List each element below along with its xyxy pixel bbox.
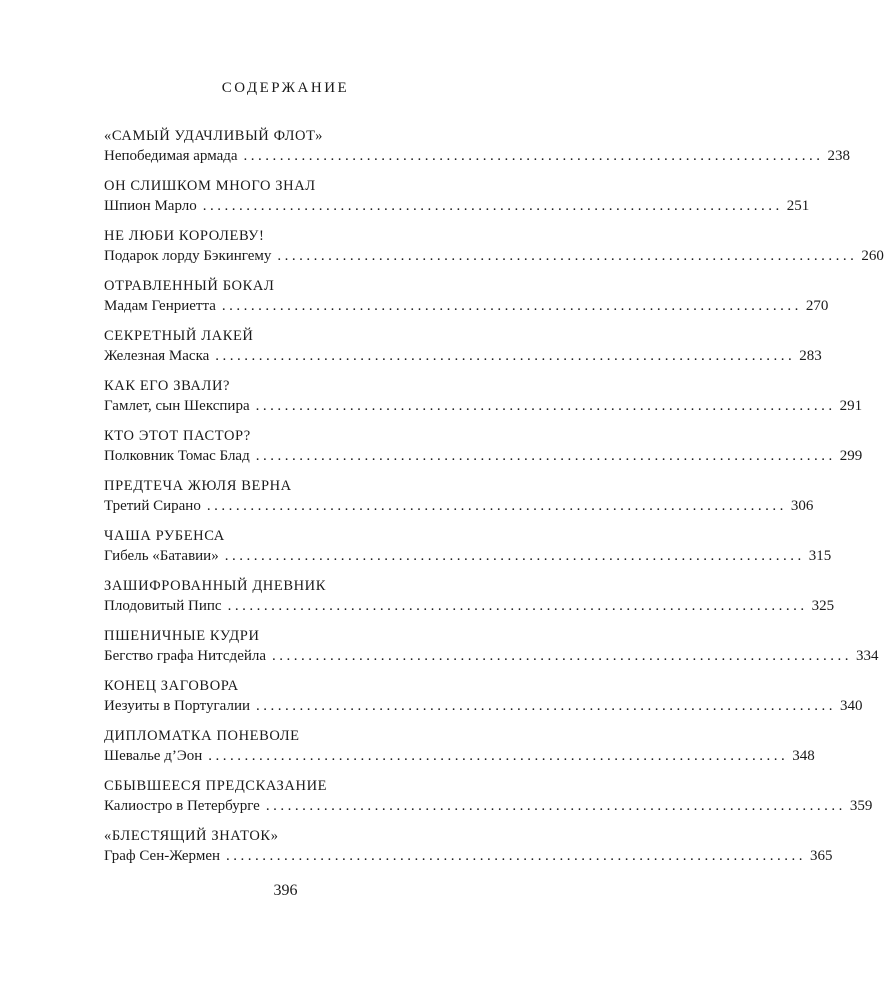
toc-page-number: 325 (811, 598, 835, 614)
toc-subtitle-line (104, 446, 863, 467)
toc-page-number: 260 (861, 248, 884, 264)
toc-entry (104, 226, 884, 276)
toc-entry (104, 826, 833, 876)
toc-subtitle-line (104, 246, 884, 267)
table-of-contents (104, 126, 884, 876)
toc-subtitle: Третий Сирано (104, 498, 201, 514)
toc-subtitle-line (104, 546, 832, 567)
toc-subtitle: Мадам Генриетта (104, 298, 216, 314)
dot-leader: ................................................................................ (227, 598, 808, 614)
toc-subtitle: Шпион Марло (104, 198, 197, 214)
toc-chapter-heading: ЧАША РУБЕНСА (104, 528, 225, 544)
dot-leader: ................................................................................ (272, 648, 853, 664)
toc-subtitle-line (104, 846, 833, 867)
toc-entry (104, 376, 863, 426)
toc-entry (104, 476, 814, 526)
toc-chapter-heading: СЕКРЕТНЫЙ ЛАКЕЙ (104, 328, 254, 344)
toc-page-number: 315 (808, 548, 832, 564)
dot-leader: ................................................................................ (206, 498, 787, 514)
dot-leader: ................................................................................ (255, 448, 836, 464)
toc-subtitle: Бегство графа Нитсдейла (104, 648, 267, 664)
toc-page-number: 334 (856, 648, 879, 664)
toc-subtitle: Непобедимая армада (104, 148, 238, 164)
toc-page-number: 365 (810, 848, 833, 864)
dot-leader: ................................................................................ (208, 748, 789, 764)
toc-page-number: 270 (805, 298, 829, 314)
toc-chapter-heading: ОТРАВЛЕННЫЙ БОКАЛ (104, 278, 275, 294)
toc-entry (104, 676, 863, 726)
dot-leader: ................................................................................ (265, 798, 846, 814)
toc-chapter-heading: ДИПЛОМАТКА ПОНЕВОЛЕ (104, 728, 300, 744)
page-number: 396 (273, 882, 298, 899)
toc-chapter-heading: КТО ЭТОТ ПАСТОР? (104, 428, 251, 444)
toc-page-number: 299 (839, 448, 863, 464)
toc-page-number: 291 (839, 398, 863, 414)
toc-entry (104, 176, 810, 226)
toc-entry (104, 626, 879, 676)
dot-leader: ................................................................................ (202, 198, 783, 214)
toc-page-number: 306 (790, 498, 814, 514)
toc-subtitle-line (104, 596, 835, 617)
dot-leader: ................................................................................ (224, 548, 805, 564)
dot-leader: ................................................................................ (277, 248, 858, 264)
toc-subtitle-line (104, 346, 822, 367)
toc-entry (104, 426, 863, 476)
toc-subtitle: Граф Сен-Жермен (104, 848, 221, 864)
toc-subtitle-line (104, 396, 863, 417)
toc-subtitle-line (104, 796, 873, 817)
dot-leader: ................................................................................ (243, 148, 824, 164)
toc-page-number: 283 (799, 348, 822, 364)
toc-entry (104, 726, 815, 776)
dot-leader: ................................................................................ (256, 698, 837, 714)
toc-entry (104, 126, 851, 176)
toc-page-number: 238 (827, 148, 851, 164)
toc-chapter-heading: СБЫВШЕЕСЯ ПРЕДСКАЗАНИЕ (104, 778, 328, 794)
toc-subtitle-line (104, 496, 814, 517)
toc-subtitle: Шевалье д’Эон (104, 748, 203, 764)
toc-entry (104, 326, 822, 376)
toc-subtitle-line (104, 696, 863, 717)
toc-subtitle: Гамлет, сын Шекспира (104, 398, 250, 414)
toc-entry (104, 576, 835, 626)
toc-subtitle: Полковник Томас Блад (104, 448, 250, 464)
toc-chapter-heading: «САМЫЙ УДАЧЛИВЫЙ ФЛОТ» (104, 128, 324, 144)
toc-chapter-heading: «БЛЕСТЯЩИЙ ЗНАТОК» (104, 828, 279, 844)
toc-page-number: 348 (792, 748, 815, 764)
toc-chapter-heading: НЕ ЛЮБИ КОРОЛЕВУ! (104, 228, 265, 244)
dot-leader: ................................................................................ (221, 298, 802, 314)
toc-subtitle: Гибель «Батавии» (104, 548, 219, 564)
toc-entry (104, 526, 832, 576)
page-title: СОДЕРЖАНИЕ (221, 80, 350, 96)
toc-subtitle-line (104, 146, 851, 167)
toc-chapter-heading: ПРЕДТЕЧА ЖЮЛЯ ВЕРНА (104, 478, 292, 494)
toc-entry (104, 276, 829, 326)
toc-subtitle-line (104, 746, 815, 767)
toc-subtitle: Калиостро в Петербурге (104, 798, 260, 814)
toc-subtitle: Плодовитый Пипс (104, 598, 222, 614)
toc-subtitle: Иезуиты в Португалии (104, 698, 251, 714)
toc-page-number: 251 (786, 198, 810, 214)
toc-page-number: 359 (849, 798, 873, 814)
toc-chapter-heading: ОН СЛИШКОМ МНОГО ЗНАЛ (104, 178, 316, 194)
toc-subtitle: Подарок лорду Бэкингему (104, 248, 272, 264)
dot-leader: ................................................................................ (215, 348, 796, 364)
toc-chapter-heading: ПШЕНИЧНЫЕ КУДРИ (104, 628, 260, 644)
dot-leader: ................................................................................ (226, 848, 807, 864)
dot-leader: ................................................................................ (255, 398, 836, 414)
toc-subtitle: Железная Маска (104, 348, 210, 364)
toc-chapter-heading: КАК ЕГО ЗВАЛИ? (104, 378, 231, 394)
toc-subtitle-line (104, 296, 829, 317)
toc-subtitle-line (104, 196, 810, 217)
toc-chapter-heading: КОНЕЦ ЗАГОВОРА (104, 678, 239, 694)
toc-page-number: 340 (840, 698, 863, 714)
toc-entry (104, 776, 873, 826)
toc-chapter-heading: ЗАШИФРОВАННЫЙ ДНЕВНИК (104, 578, 327, 594)
toc-subtitle-line (104, 646, 879, 667)
